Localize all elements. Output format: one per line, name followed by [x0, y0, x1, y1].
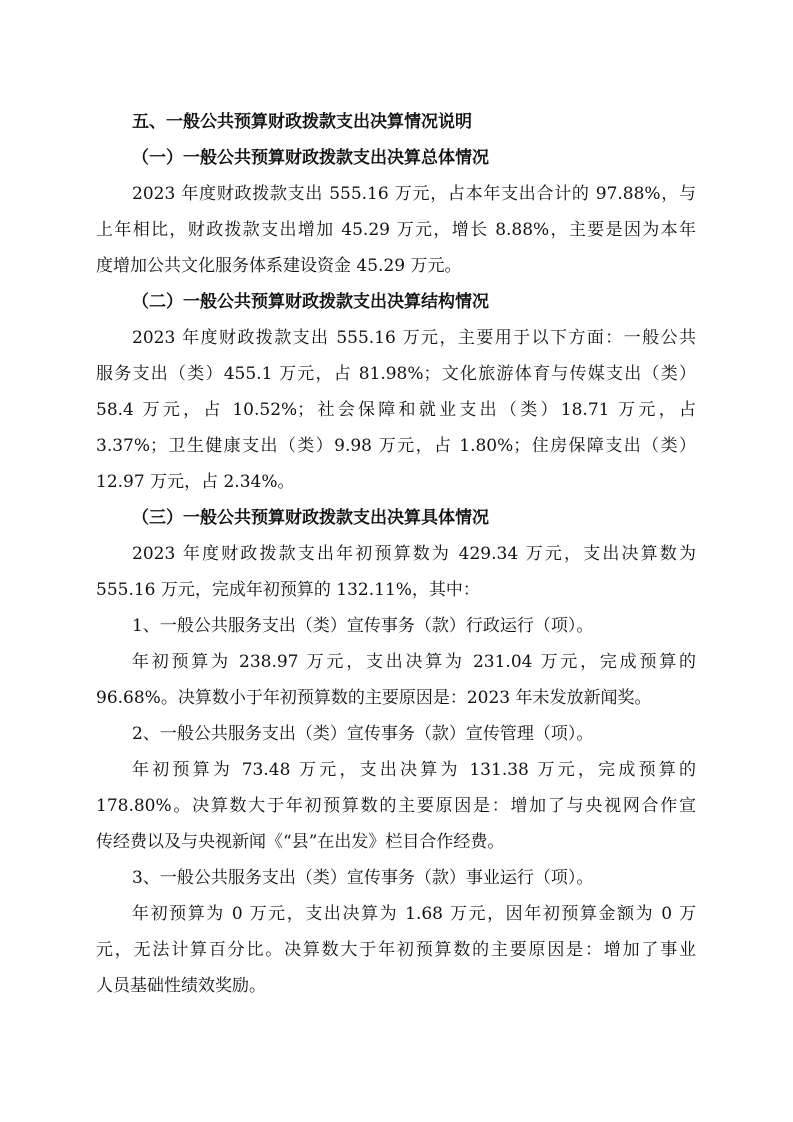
paragraph-line: 58.4 万元，占 10.52%；社会保障和就业支出（类）18.71 万元，占 — [96, 400, 696, 420]
paragraph-line: 元，无法计算百分比。决算数大于年初预算数的主要原因是：增加了事业 — [96, 940, 696, 960]
paragraph-line: 传经费以及与央视新闻《“县”在出发》栏目合作经费。 — [96, 832, 505, 852]
paragraph-line: 度增加公共文化服务体系建设资金 45.29 万元。 — [96, 256, 462, 276]
subsection-1-title: （一）一般公共预算财政拨款支出决算总体情况 — [132, 148, 489, 168]
paragraph-line: 人员基础性绩效奖励。 — [96, 976, 266, 996]
paragraph-line: 年初预算为 73.48 万元，支出决算为 131.38 万元，完成预算的 — [132, 760, 696, 780]
subsection-2-title: （二）一般公共预算财政拨款支出决算结构情况 — [132, 292, 489, 312]
paragraph-line: 2023 年度财政拨款支出年初预算数为 429.34 万元，支出决算数为 — [132, 544, 696, 564]
paragraph-line: 1、一般公共服务支出（类）宣传事务（款）行政运行（项）。 — [132, 616, 594, 636]
paragraph-line: 上年相比，财政拨款支出增加 45.29 万元，增长 8.88%，主要是因为本年 — [96, 220, 696, 240]
paragraph-line: 年初预算为 238.97 万元，支出决算为 231.04 万元，完成预算的 — [132, 652, 696, 672]
subsection-3-title: （三）一般公共预算财政拨款支出决算具体情况 — [132, 508, 489, 528]
paragraph-line: 2023 年度财政拨款支出 555.16 万元，主要用于以下方面：一般公共 — [132, 328, 696, 348]
paragraph-line: 服务支出（类）455.1 万元，占 81.98%；文化旅游体育与传媒支出（类） — [96, 364, 696, 384]
paragraph-line: 555.16 万元，完成年初预算的 132.11%，其中： — [96, 580, 480, 600]
paragraph-line: 年初预算为 0 万元，支出决算为 1.68 万元，因年初预算金额为 0 万 — [132, 904, 696, 924]
paragraph-line: 2、一般公共服务支出（类）宣传事务（款）宣传管理（项）。 — [132, 724, 594, 744]
paragraph-line: 12.97 万元，占 2.34%。 — [96, 472, 295, 492]
section-title: 五、一般公共预算财政拨款支出决算情况说明 — [132, 112, 472, 132]
paragraph-line: 178.80%。决算数大于年初预算数的主要原因是：增加了与央视网合作宣 — [96, 796, 696, 816]
paragraph-line: 96.68%。决算数小于年初预算数的主要原因是：2023 年未发放新闻奖。 — [96, 688, 652, 708]
paragraph-line: 3、一般公共服务支出（类）宣传事务（款）事业运行（项）。 — [132, 868, 594, 888]
paragraph-line: 3.37%；卫生健康支出（类）9.98 万元，占 1.80%；住房保障支出（类） — [96, 436, 696, 456]
paragraph-line: 2023 年度财政拨款支出 555.16 万元，占本年支出合计的 97.88%，与 — [132, 184, 696, 204]
